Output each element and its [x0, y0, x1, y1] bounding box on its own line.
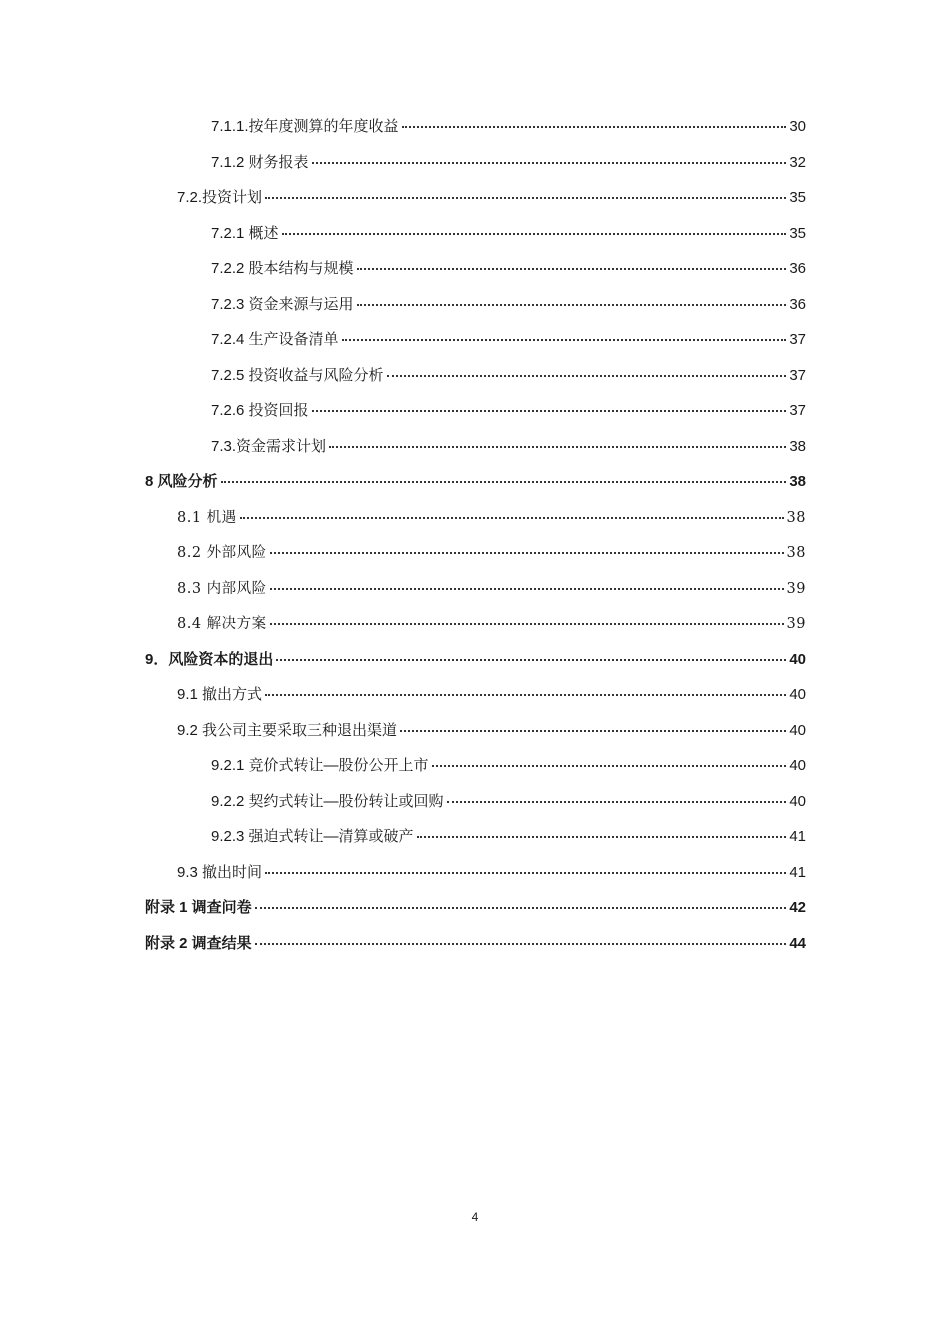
- toc-entry-title: 7.1.2 财务报表: [211, 154, 309, 171]
- toc-entry-page: 38: [786, 545, 806, 561]
- toc-entry-7-2-4[interactable]: [211, 323, 806, 357]
- toc-entry-title: 9.2.2 契约式转让—股份转让或回购: [211, 793, 444, 810]
- toc-entry-7-2-6[interactable]: [211, 394, 806, 428]
- toc-entry-page: 39: [786, 616, 806, 632]
- toc-entry-page: 37: [789, 331, 806, 348]
- toc-entry-title: 8 风险分析: [145, 473, 218, 490]
- toc-entry-8-3[interactable]: [177, 572, 806, 606]
- toc-entry-page: 36: [789, 260, 806, 277]
- toc-entry-title: 7.2.投资计划: [177, 189, 263, 206]
- toc-entry-title: 9.3 撤出时间: [177, 864, 263, 881]
- toc-entry-8[interactable]: [145, 465, 806, 499]
- dot-leader: [255, 943, 787, 945]
- toc-entry-page: 38: [786, 510, 806, 526]
- toc-entry-title: 8.2 外部风险: [177, 545, 267, 561]
- dot-leader: [312, 410, 787, 412]
- toc-entry-title: 9.2.3 强迫式转让—清算或破产: [211, 828, 414, 845]
- toc-entry-9-1[interactable]: [177, 678, 806, 712]
- toc-entry-appendix-2[interactable]: [145, 927, 806, 961]
- toc-entry-title: 9.1 撤出方式: [177, 686, 263, 703]
- toc-entry-page: 35: [789, 225, 806, 242]
- toc-entry-title: 9.2 我公司主要采取三种退出渠道: [177, 722, 398, 739]
- toc-entry-page: 40: [789, 793, 806, 810]
- dot-leader: [447, 801, 787, 803]
- toc-entry-page: 30: [789, 118, 806, 135]
- toc-entry-9-2-1[interactable]: [211, 749, 806, 783]
- toc-entry-title: 7.2.5 投资收益与风险分析: [211, 367, 384, 384]
- toc-entry-9-2[interactable]: [177, 714, 806, 748]
- toc-entry-page: 40: [789, 651, 806, 668]
- toc-entry-7-2-5[interactable]: [211, 359, 806, 393]
- dot-leader: [387, 375, 787, 377]
- dot-leader: [342, 339, 787, 341]
- toc-entry-page: 32: [789, 154, 806, 171]
- toc-entry-page: 40: [789, 686, 806, 703]
- toc-entry-title: 7.2.4 生产设备清单: [211, 331, 339, 348]
- dot-leader: [329, 446, 786, 448]
- toc-entry-7-2[interactable]: [177, 181, 806, 215]
- toc-entry-appendix-1[interactable]: [145, 891, 806, 925]
- dot-leader: [265, 197, 786, 199]
- dot-leader: [312, 162, 787, 164]
- toc-entry-7-1-1[interactable]: [211, 110, 806, 144]
- toc-entry-9-3[interactable]: [177, 856, 806, 890]
- dot-leader: [265, 872, 786, 874]
- toc-entry-8-4[interactable]: [177, 607, 806, 641]
- toc-entry-page: 37: [789, 367, 806, 384]
- page-footer-number: 4: [471, 1210, 479, 1224]
- dot-leader: [255, 907, 787, 909]
- dot-leader: [276, 659, 786, 661]
- dot-leader: [270, 623, 784, 625]
- toc-entry-8-2[interactable]: [177, 536, 806, 570]
- dot-leader: [240, 517, 784, 519]
- toc-entry-title: 附录 2 调查结果: [145, 935, 252, 952]
- toc-entry-title: 9.2.1 竞价式转让—股份公开上市: [211, 757, 429, 774]
- toc-entry-page: 35: [789, 189, 806, 206]
- toc-entry-title: 9．风险资本的退出: [145, 651, 274, 668]
- dot-leader: [265, 694, 786, 696]
- dot-leader: [270, 552, 784, 554]
- toc-entry-title: 8.3 内部风险: [177, 581, 267, 597]
- dot-leader: [402, 126, 787, 128]
- toc-entry-7-3[interactable]: [211, 430, 806, 464]
- toc-entry-page: 41: [789, 864, 806, 881]
- toc-entry-title: 7.1.1.按年度测算的年度收益: [211, 118, 399, 135]
- toc-entry-7-2-3[interactable]: [211, 288, 806, 322]
- dot-leader: [357, 304, 787, 306]
- dot-leader: [357, 268, 787, 270]
- toc-entry-page: 40: [789, 757, 806, 774]
- toc-entry-title: 7.2.3 资金来源与运用: [211, 296, 354, 313]
- toc-entry-title: 7.2.1 概述: [211, 225, 279, 242]
- toc-entry-title: 7.2.6 投资回报: [211, 402, 309, 419]
- toc-entry-9[interactable]: [145, 643, 806, 677]
- toc-entry-page: 41: [789, 828, 806, 845]
- toc-entry-title: 7.2.2 股本结构与规模: [211, 260, 354, 277]
- toc-entry-9-2-2[interactable]: [211, 785, 806, 819]
- toc-entry-page: 38: [789, 438, 806, 455]
- dot-leader: [417, 836, 787, 838]
- dot-leader: [400, 730, 786, 732]
- toc-entry-page: 40: [789, 722, 806, 739]
- toc-entry-page: 44: [789, 935, 806, 952]
- dot-leader: [282, 233, 787, 235]
- toc-entry-page: 42: [789, 899, 806, 916]
- toc-entry-page: 37: [789, 402, 806, 419]
- toc-entry-title: 8.1 机遇: [177, 510, 237, 526]
- toc-entry-7-2-1[interactable]: [211, 217, 806, 251]
- toc-entry-8-1[interactable]: [177, 501, 806, 535]
- toc-entry-page: 36: [789, 296, 806, 313]
- toc-entry-title: 8.4 解决方案: [177, 616, 267, 632]
- toc-entry-9-2-3[interactable]: [211, 820, 806, 854]
- toc-entry-title: 7.3.资金需求计划: [211, 438, 327, 455]
- dot-leader: [432, 765, 787, 767]
- dot-leader: [270, 588, 784, 590]
- toc-entry-page: 39: [786, 581, 806, 597]
- dot-leader: [221, 481, 787, 483]
- toc-entry-title: 附录 1 调查问卷: [145, 899, 252, 916]
- toc-entry-7-2-2[interactable]: [211, 252, 806, 286]
- toc-entry-7-1-2[interactable]: [211, 146, 806, 180]
- toc-entry-page: 38: [789, 473, 806, 490]
